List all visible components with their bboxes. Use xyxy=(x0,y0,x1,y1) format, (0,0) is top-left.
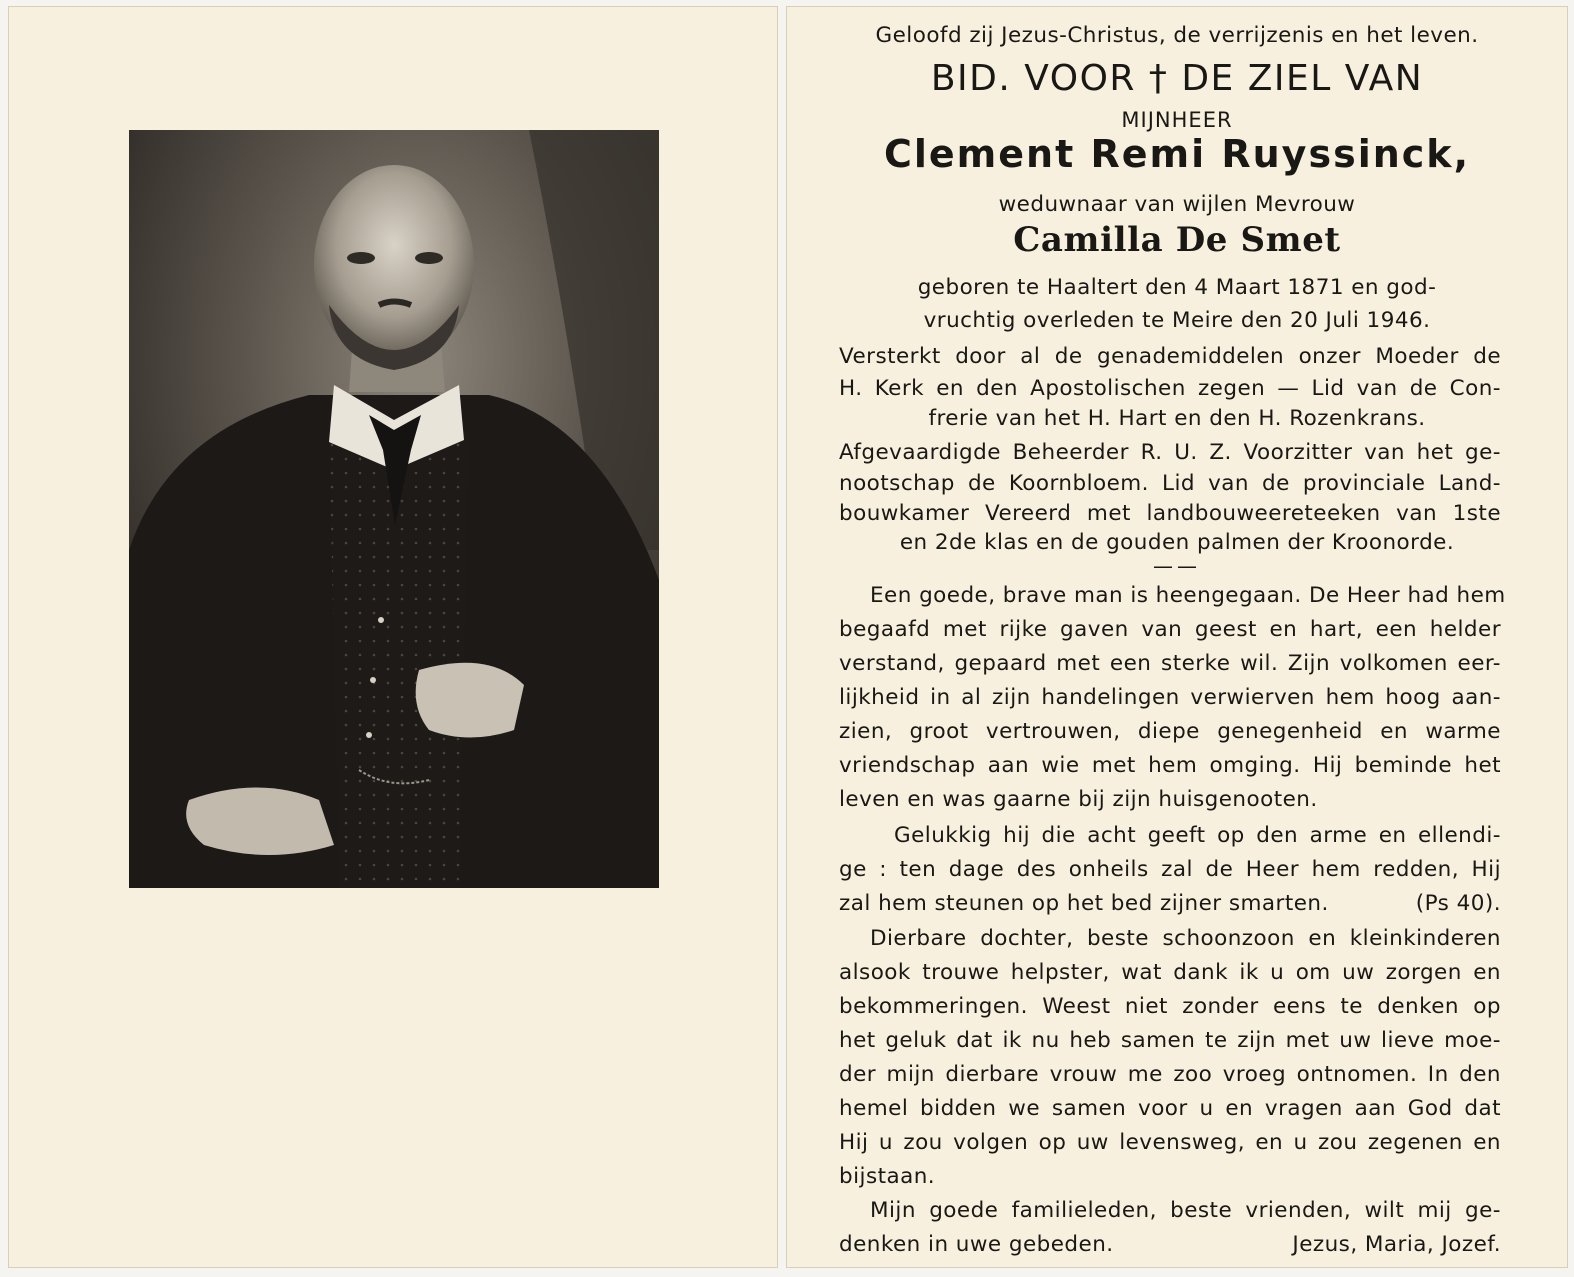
psalm-text: zal hem steunen op het bed zijner smarten. xyxy=(839,891,1329,916)
psalm-reference: (Ps 40). xyxy=(1415,891,1501,916)
eulogy-line: vriendschap aan wie met hem omging. Hij beminde het xyxy=(839,753,1501,778)
closing-text: denken in uwe gebeden. xyxy=(839,1232,1114,1257)
functions-line: en 2de klas en de gouden palmen der Kroonorde. xyxy=(899,530,1455,555)
memorial-text-card xyxy=(786,6,1568,1268)
widow-line: weduwnaar van wijlen Mevrouw xyxy=(998,192,1356,217)
sacraments-line: Versterkt door al de genademiddelen onzer Moeder de xyxy=(839,344,1501,369)
psalm-line: Gelukkig hij die acht geeft op den arme en ellendi- xyxy=(894,823,1501,848)
death-line: vruchtig overleden te Meire den 20 Juli 1946. xyxy=(923,308,1431,333)
functions-line: bouwkamer Vereerd met landbouweereteeken van 1ste xyxy=(839,501,1501,526)
eulogy-line: Een goede, brave man is heengegaan. De Heer had hem xyxy=(870,583,1506,608)
family-line: bijstaan. xyxy=(839,1164,936,1189)
portrait-illustration xyxy=(129,130,659,888)
closing-line: Mijn goede familieleden, beste vrienden, wilt mij ge- xyxy=(870,1198,1501,1223)
birth-line: geboren te Haaltert den 4 Maart 1871 en god- xyxy=(917,275,1437,300)
eulogy-line: lijkheid in al zijn handelingen verwierven hem hoog aan- xyxy=(839,685,1501,710)
honorific: MIJNHEER xyxy=(1121,108,1233,132)
family-line: alsook trouwe helpster, wat dank ik u om uw zorgen en xyxy=(839,960,1501,985)
portrait-photo xyxy=(129,130,659,888)
eulogy-line: verstand, gepaard met een sterke wil. Zijn volkomen eer- xyxy=(839,651,1501,676)
functions-line: Afgevaardigde Beheerder R. U. Z. Voorzitter van het ge- xyxy=(839,440,1501,465)
eulogy-line: begaafd met rijke gaven van geest en hart, een helder xyxy=(839,617,1501,642)
header-verse: Geloofd zij Jezus-Christus, de verrijzenis en het leven. xyxy=(875,23,1479,48)
family-line: Dierbare dochter, beste schoonzoon en kleinkinderen xyxy=(870,926,1501,951)
family-line: Hij u zou volgen op uw levensweg, en u zou zegenen en xyxy=(839,1130,1501,1155)
eulogy-line: leven en was gaarne bij zijn huisgenooten. xyxy=(839,787,1318,812)
prayer-title: BID. VOOR † DE ZIEL VAN xyxy=(930,58,1424,99)
separator: —— xyxy=(1153,554,1201,578)
family-line: hemel bidden we samen voor u en vragen aan God dat xyxy=(839,1096,1501,1121)
family-line: der mijn dierbare vrouw me zoo vroeg ontnomen. In den xyxy=(839,1062,1501,1087)
closing-last-line xyxy=(839,1232,1501,1257)
spouse-name: Camilla De Smet xyxy=(1013,220,1341,260)
invocation: Jezus, Maria, Jozef. xyxy=(1292,1232,1501,1257)
psalm-line: ge : ten dage des onheils zal de Heer hem redden, Hij xyxy=(839,857,1501,882)
functions-line: nootschap de Koornbloem. Lid van de provinciale Land- xyxy=(839,471,1501,496)
deceased-name: Clement Remi Ruyssinck, xyxy=(883,132,1470,176)
sacraments-line: H. Kerk en den Apostolischen zegen — Lid van de Con- xyxy=(839,376,1501,401)
psalm-last-line xyxy=(839,891,1501,916)
sacraments-line: frerie van het H. Hart en den H. Rozenkrans. xyxy=(928,406,1426,431)
eulogy-line: zien, groot vertrouwen, diepe genegenheid en warme xyxy=(839,719,1501,744)
family-line: het geluk dat ik nu heb samen te zijn met uw lieve moe- xyxy=(839,1028,1501,1053)
family-line: bekommeringen. Weest niet zonder eens te denken op xyxy=(839,994,1501,1019)
photo-card xyxy=(8,6,778,1268)
